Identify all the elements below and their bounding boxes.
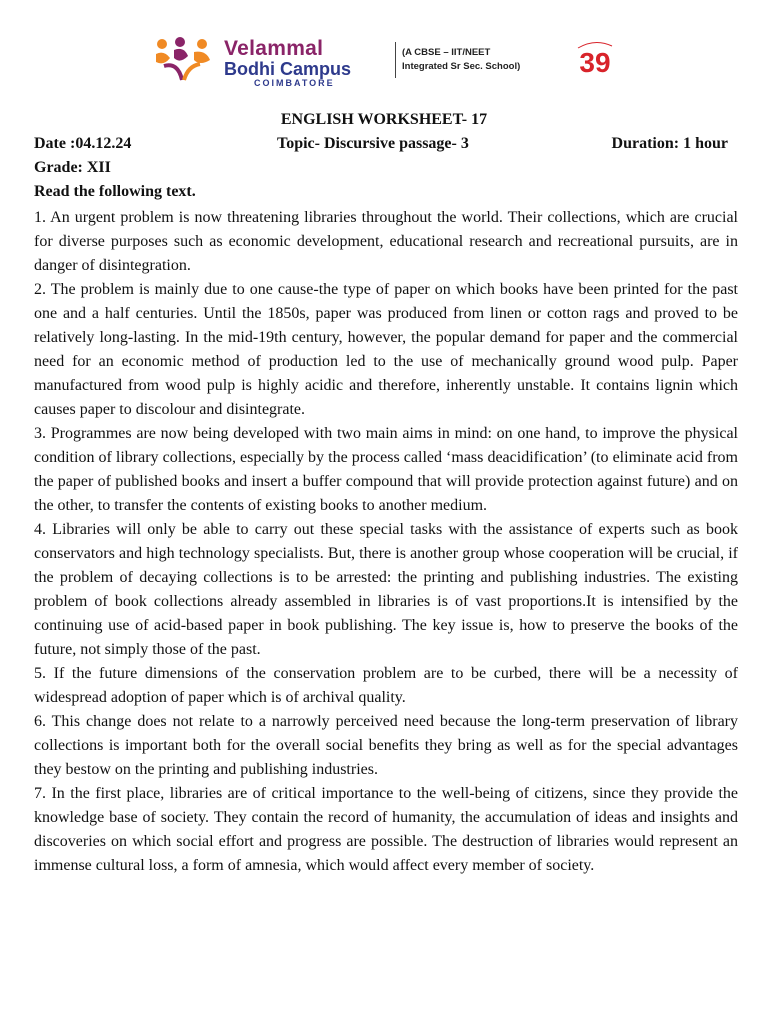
school-logo-icon — [150, 36, 216, 84]
worksheet-title: ENGLISH WORKSHEET- 17 — [280, 111, 488, 128]
worksheet-grade: Grade: XII — [34, 159, 111, 176]
anniversary-badge-icon — [570, 38, 620, 82]
worksheet-duration: Duration: 1 hour — [611, 135, 728, 152]
paragraph-7: 7. In the first place, libraries are of critical importance to the well-being of citizens, since they provide the knowledge base of society. They contain the record of humanity, the accumulation of ideas and insights and discoveries on which social effort and progress are possible. The destruction of libraries would represent an immense cultural loss, a form of amnesia, which would affect every member of society. — [34, 785, 738, 874]
tagline-line-1: (A CBSE – IIT/NEET — [402, 47, 491, 58]
worksheet-instruction: Read the following text. — [34, 183, 196, 200]
brand-city: COIMBATORE — [254, 78, 335, 88]
paragraph-4: 4. Libraries will only be able to carry out these special tasks with the assistance of experts such as book conservators and high technology specialists. But, there is another group whose cooperation will be crucial, if the problem of decaying collections is to be arrested: the printing and publishing industries. The existing problem of book collections already assembled in libraries is of vast proportions.It is intensified by the continuing use of acid-based paper in book publishing. The key issue is, how to preserve the books of the future, not simply those of the past. — [34, 521, 738, 658]
paragraph-1: 1. An urgent problem is now threatening libraries throughout the world. Their collections, which are crucial for diverse purposes such as economic development, educational research and recreational pursuits, are in danger of disintegration. — [34, 209, 738, 274]
paragraph-5: 5. If the future dimensions of the conservation problem are to be curbed, there will be a necessity of widespread adoption of paper which is of archival quality. — [34, 665, 738, 706]
paragraph-3: 3. Programmes are now being developed with two main aims in mind: on one hand, to improve the physical condition of library collections, especially by the process called ‘mass deacidification’ (to eliminate acid from the paper of published books and insert a buffer compound that will provide protection against future) and on the other, to transfer the contents of existing books to another medium. — [34, 425, 738, 514]
brand-name: Velammal — [224, 37, 324, 60]
tagline-line-2: Integrated Sr Sec. School) — [402, 61, 521, 72]
paragraph-2: 2. The problem is mainly due to one cause-the type of paper on which books have been printed for the past one and a half centuries. Until the 1850s, paper was produced from linen or cotton rags and proved to be relatively long-lasting. In the mid-19th century, however, the popular demand for paper and the commercial need for an economic method of production led to the use of mechanically ground wood pulp. Paper manufactured from wood pulp is highly acidic and therefore, inherently unstable. It contains lignin which causes paper to discolour and disintegrate. — [34, 281, 738, 418]
school-brand — [224, 38, 351, 88]
paragraph-6: 6. This change does not relate to a narrowly perceived need because the long-term preservation of library collections is important both for the overall social benefits they bring as well as for the special advantages they bestow on the printing and publishing industries. — [34, 713, 738, 778]
worksheet-date: Date :04.12.24 — [34, 135, 132, 152]
school-tagline — [402, 46, 520, 74]
anniversary-number: 39 — [579, 47, 611, 78]
brand-campus: Bodhi Campus — [224, 59, 352, 79]
passage — [34, 206, 738, 878]
school-header — [150, 36, 620, 86]
header-divider — [395, 42, 396, 78]
worksheet-topic: Topic- Discursive passage- 3 — [277, 135, 469, 152]
